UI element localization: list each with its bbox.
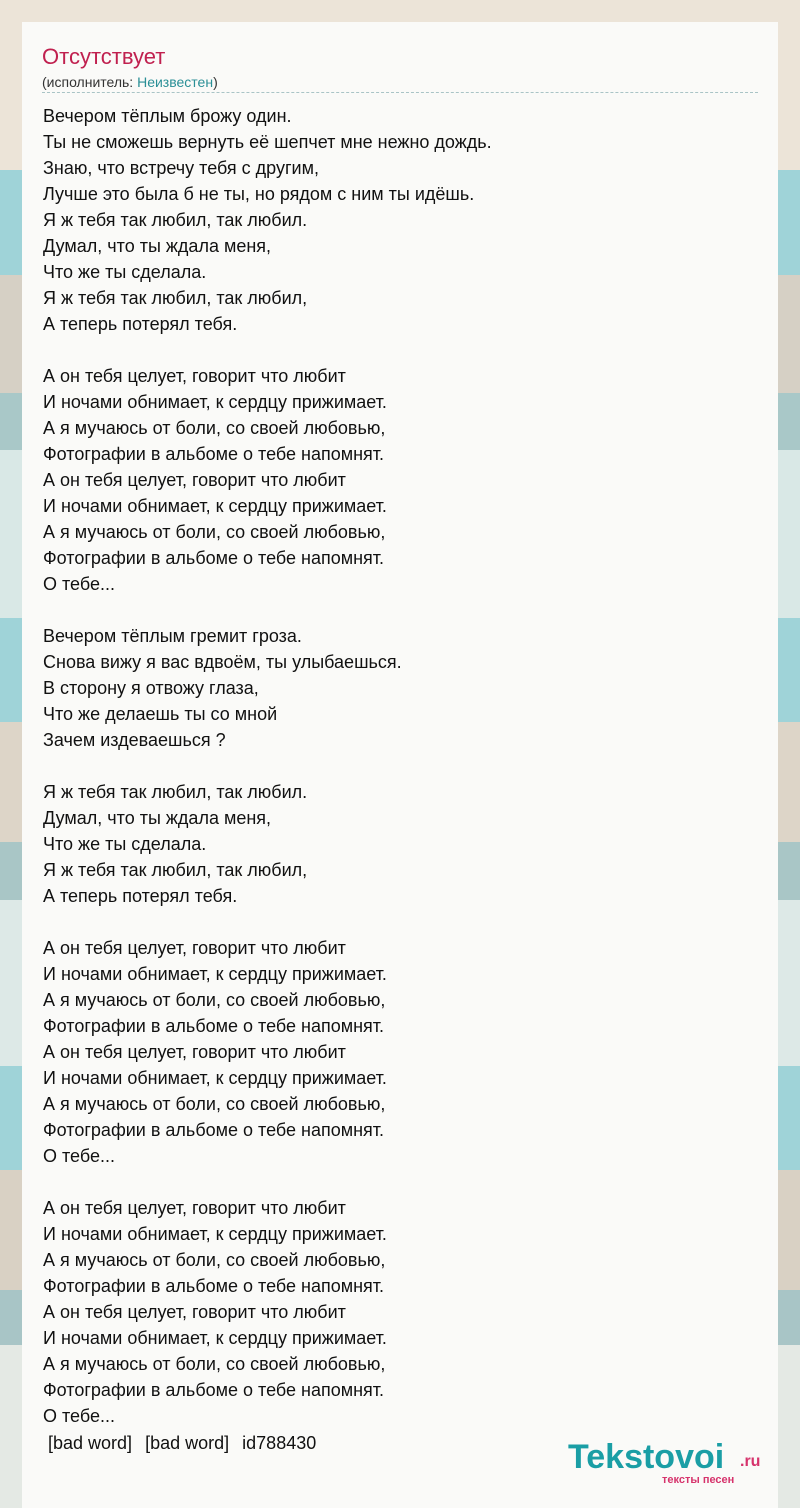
lyric-line: Фотографии в альбоме о тебе напомнят. — [43, 1120, 385, 1140]
lyric-line: Фотографии в альбоме о тебе напомнят. — [43, 1380, 385, 1400]
lyric-line: И ночами обнимает, к сердцу прижимает. — [43, 496, 387, 516]
lyrics-card — [22, 22, 778, 1508]
lyric-line: А я мучаюсь от боли, со своей любовью, — [43, 1250, 386, 1270]
logo-main-text: Tekstovoi — [568, 1438, 725, 1476]
lyric-line: Зачем издеваешься ? — [43, 730, 226, 750]
lyric-line: А теперь потерял тебя. — [43, 314, 238, 334]
lyric-line: А он тебя целует, говорит что любит — [43, 938, 346, 958]
stanza-break — [43, 1169, 763, 1195]
song-title: Отсутствует — [42, 44, 166, 69]
lyric-line: И ночами обнимает, к сердцу прижимает. — [43, 1224, 387, 1244]
lyric-line: А я мучаюсь от боли, со своей любовью, — [43, 418, 386, 438]
lyric-line: А он тебя целует, говорит что любит — [43, 1198, 346, 1218]
lyric-line: О тебе... — [43, 1406, 115, 1426]
lyric-line: О тебе... — [43, 1146, 115, 1166]
lyric-line: Ты не сможешь вернуть её шепчет мне нежно дождь. — [43, 132, 492, 152]
stanza-break — [43, 909, 763, 935]
lyric-line: И ночами обнимает, к сердцу прижимает. — [43, 392, 387, 412]
lyric-line: И ночами обнимает, к сердцу прижимает. — [43, 1328, 387, 1348]
lyric-line: Лучше это была б не ты, но рядом с ним ты идёшь. — [43, 184, 475, 204]
lyric-line: Думал, что ты ждала меня, — [43, 808, 272, 828]
lyric-line: А он тебя целует, говорит что любит — [43, 366, 346, 386]
logo-tagline: тексты песен — [662, 1474, 735, 1486]
lyric-line: А он тебя целует, говорит что любит — [43, 1042, 346, 1062]
lyric-line: В сторону я отвожу глаза, — [43, 678, 259, 698]
lyric-line: А теперь потерял тебя. — [43, 886, 238, 906]
lyrics-text — [43, 103, 763, 1429]
lyric-line: А я мучаюсь от боли, со своей любовью, — [43, 990, 386, 1010]
logo-domain: .ru — [740, 1453, 761, 1470]
lyric-line: Что же ты сделала. — [43, 834, 207, 854]
lyric-line: А я мучаюсь от боли, со своей любовью, — [43, 1354, 386, 1374]
lyric-line: Что же ты сделала. — [43, 262, 207, 282]
lyric-line: Снова вижу я вас вдвоём, ты улыбаешься. — [43, 652, 402, 672]
lyric-line: Знаю, что встречу тебя с другим, — [43, 158, 319, 178]
lyric-line: Я ж тебя так любил, так любил, — [43, 288, 308, 308]
lyric-line: И ночами обнимает, к сердцу прижимает. — [43, 1068, 387, 1088]
lyric-line: О тебе... — [43, 574, 115, 594]
artist-prefix: (исполнитель: — [42, 74, 138, 90]
footer-tags — [48, 1430, 324, 1456]
tekstovoi-logo[interactable] — [568, 1438, 768, 1488]
lyric-line: Фотографии в альбоме о тебе напомнят. — [43, 444, 385, 464]
tag-bad-word-1[interactable]: [bad word] — [48, 1433, 133, 1453]
artist-line — [42, 73, 218, 91]
lyric-line: А он тебя целует, говорит что любит — [43, 470, 346, 490]
lyric-line: А я мучаюсь от боли, со своей любовью, — [43, 522, 386, 542]
stanza-break — [43, 597, 763, 623]
lyric-line: Фотографии в альбоме о тебе напомнят. — [43, 548, 385, 568]
lyric-line: Фотографии в альбоме о тебе напомнят. — [43, 1276, 385, 1296]
lyric-line: Что же делаешь ты со мной — [43, 704, 278, 724]
stanza-break — [43, 753, 763, 779]
lyric-line: Фотографии в альбоме о тебе напомнят. — [43, 1016, 385, 1036]
lyric-line: И ночами обнимает, к сердцу прижимает. — [43, 964, 387, 984]
lyric-line: Я ж тебя так любил, так любил, — [43, 860, 308, 880]
artist-link[interactable]: Неизвестен — [137, 74, 214, 90]
tag-bad-word-2[interactable]: [bad word] — [145, 1433, 230, 1453]
artist-suffix: ) — [213, 74, 218, 90]
lyric-line: А я мучаюсь от боли, со своей любовью, — [43, 1094, 386, 1114]
lyric-line: Я ж тебя так любил, так любил. — [43, 210, 308, 230]
title-divider — [42, 92, 758, 93]
stanza-break — [43, 337, 763, 363]
lyric-line: Думал, что ты ждала меня, — [43, 236, 272, 256]
lyric-line: Вечером тёплым брожу один. — [43, 106, 292, 126]
song-id: id788430 — [242, 1433, 317, 1453]
lyric-line: А он тебя целует, говорит что любит — [43, 1302, 346, 1322]
lyric-line: Вечером тёплым гремит гроза. — [43, 626, 302, 646]
lyric-line: Я ж тебя так любил, так любил. — [43, 782, 308, 802]
